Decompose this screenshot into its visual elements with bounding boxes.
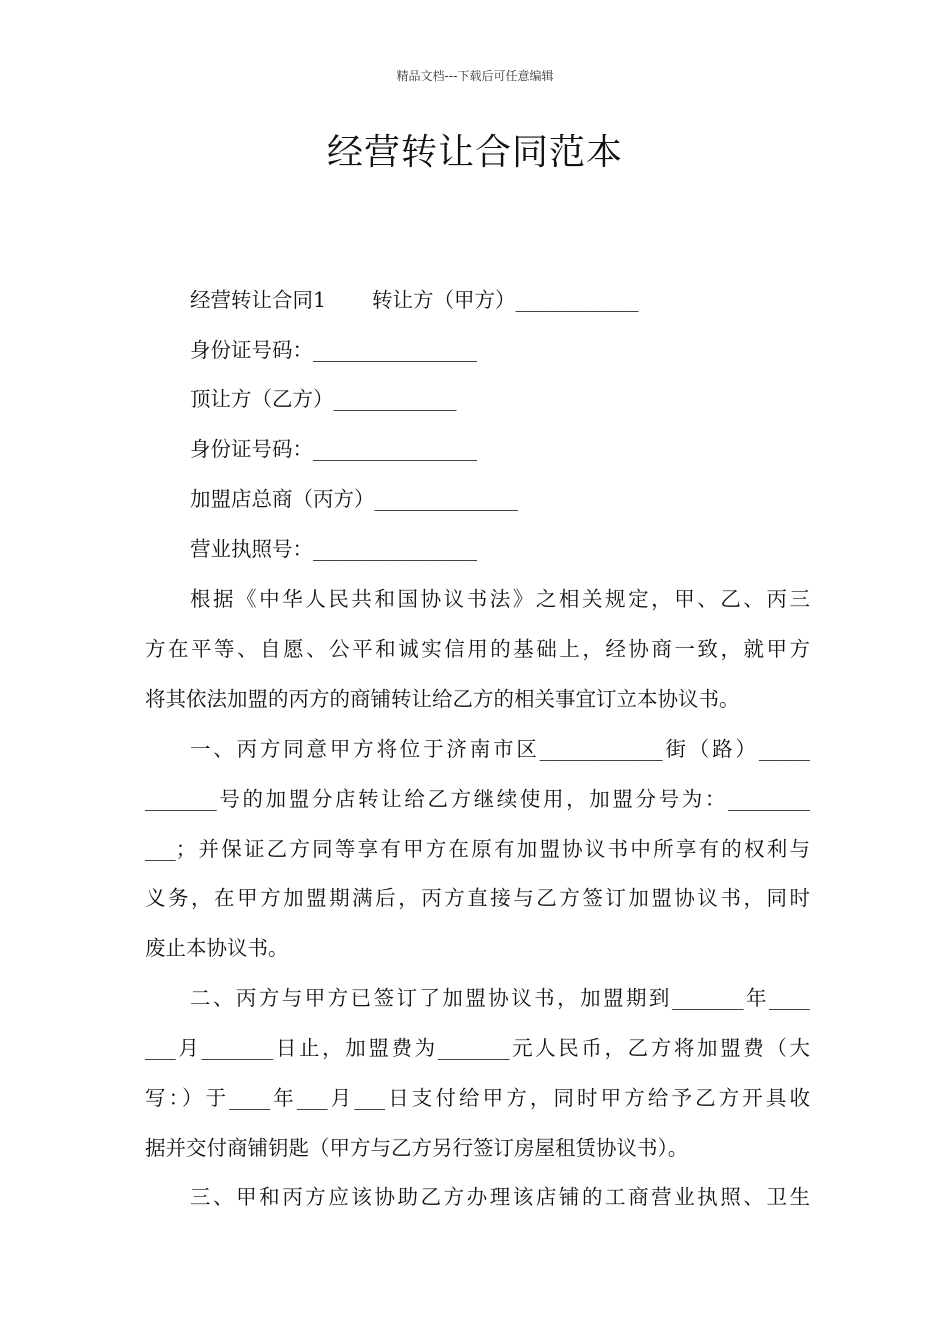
clause-one-line: 义务，在甲方加盟期满后，丙方直接与乙方签订加盟协议书，同时 <box>145 886 810 910</box>
transferee-field: 顶让方（乙方）____________ <box>190 387 457 411</box>
franchisor-field: 加盟店总商（丙方）______________ <box>190 487 518 511</box>
id-number-a-field: 身份证号码：________________ <box>190 338 477 362</box>
clause-two-line: ___月_______日止，加盟费为_______元人民币，乙方将加盟费（大 <box>145 1036 810 1060</box>
document-title: 经营转让合同范本 <box>326 132 623 173</box>
paragraph-intro-line: 方在平等、自愿、公平和诚实信用的基础上，经协商一致，就甲方 <box>145 637 810 661</box>
clause-two-line: 二、丙方与甲方已签订了加盟协议书，加盟期到_______年____ <box>190 986 810 1010</box>
id-number-b-field: 身份证号码：________________ <box>190 437 477 461</box>
transferor-field: 转让方（甲方）____________ <box>372 288 639 312</box>
clause-two-line: 据并交付商铺钥匙（甲方与乙方另行签订房屋租赁协议书）。 <box>145 1136 689 1160</box>
paragraph-intro-line: 根据《中华人民共和国协议书法》之相关规定，甲、乙、丙三 <box>190 587 810 611</box>
contract-number: 经营转让合同1 <box>190 288 327 312</box>
clause-one-line: ___；并保证乙方同等享有甲方在原有加盟协议书中所享有的权利与 <box>145 837 810 861</box>
contract-number-line <box>190 285 810 315</box>
page-header-note: 精品文档---下载后可任意编辑 <box>396 69 554 83</box>
clause-one-line: 一、丙方同意甲方将位于济南市区____________街（路）_____ <box>190 737 810 761</box>
clause-three-line: 三、甲和丙方应该协助乙方办理该店铺的工商营业执照、卫生 <box>190 1185 810 1209</box>
paragraph-intro-line: 将其依法加盟的丙方的商铺转让给乙方的相关事宜订立本协议书。 <box>145 687 740 711</box>
clause-one-line: _______号的加盟分店转让给乙方继续使用，加盟分号为：________ <box>145 787 810 811</box>
business-license-field: 营业执照号：________________ <box>190 537 477 561</box>
clause-two-line: 写：）于____年___月___日支付给甲方，同时甲方给予乙方开具收 <box>145 1086 810 1110</box>
clause-one-line: 废止本协议书。 <box>145 936 289 960</box>
